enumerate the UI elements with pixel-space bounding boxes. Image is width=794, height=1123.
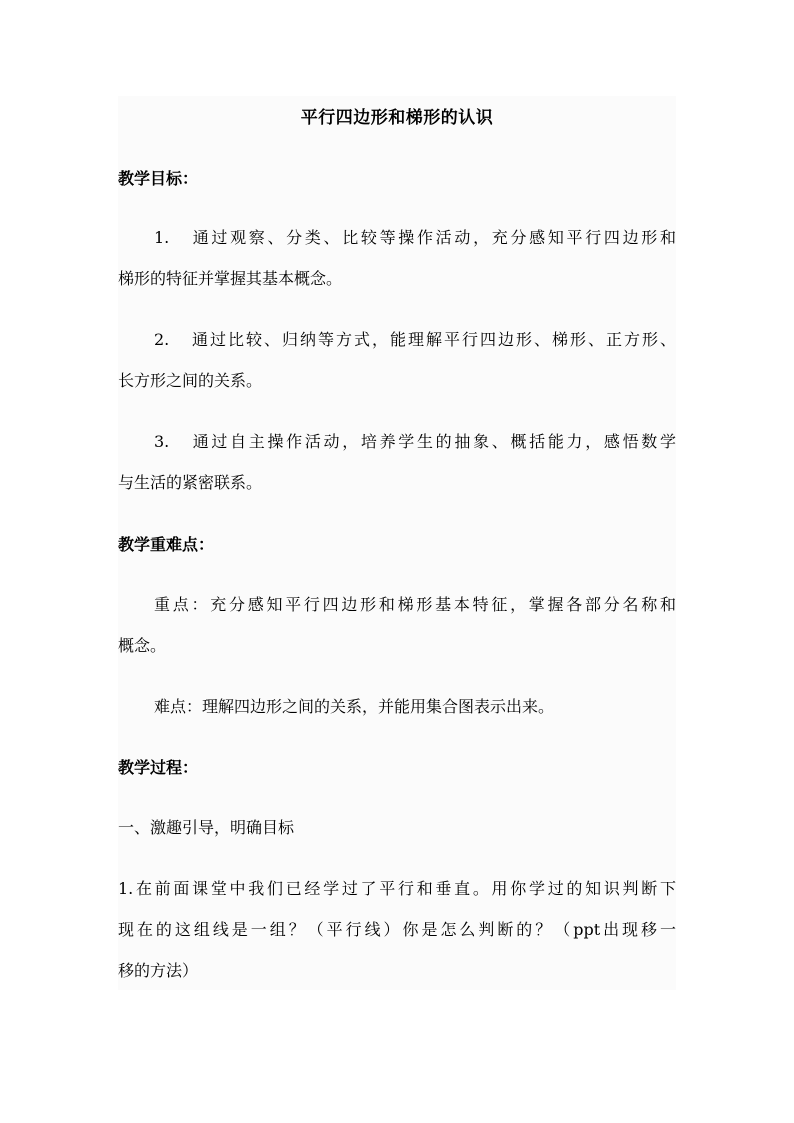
goal-item-1-number: 1.	[154, 228, 170, 247]
goal-item-2-number: 2.	[154, 330, 170, 349]
goal-item-2-line-2: 长方形之间的关系。	[118, 371, 263, 390]
key-points-heading: 教学重难点：	[118, 535, 215, 554]
process-para-line-1: 1.在前面课堂中我们已经学过了平行和垂直。用你学过的知识判断下	[118, 879, 676, 898]
process-para-line-2: 现在的这组线是一组？（平行线）你是怎么判断的？（ppt出现移一	[118, 920, 676, 939]
goal-item-3-line-1	[118, 429, 676, 455]
process-heading: 教学过程：	[118, 758, 199, 777]
goal-item-1-line-2: 梯形的特征并掌握其基本概念。	[118, 269, 343, 288]
goal-item-2-line-1	[118, 327, 676, 353]
goal-item-3-number: 3.	[154, 432, 170, 451]
goals-heading: 教学目标：	[118, 169, 199, 188]
process-para-line-3: 移的方法）	[118, 961, 199, 980]
section-1-heading: 一、激趣引导，明确目标	[118, 818, 295, 837]
goal-item-3-line-2: 与生活的紧密联系。	[118, 473, 263, 492]
focus-line-1: 重点：充分感知平行四边形和梯形基本特征，掌握各部分名称和	[154, 595, 676, 614]
goal-item-2-text: 通过比较、归纳等方式，能理解平行四边形、梯形、正方形、	[190, 330, 676, 349]
focus-line-2: 概念。	[118, 636, 167, 655]
goal-item-1-line-1	[118, 225, 676, 251]
document-title: 平行四边形和梯形的认识	[300, 108, 494, 128]
difficulty-line: 难点：理解四边形之间的关系，并能用集合图表示出来。	[154, 697, 555, 716]
goal-item-3-text: 通过自主操作活动，培养学生的抽象、概括能力，感悟数学	[190, 432, 676, 451]
goal-item-1-text: 通过观察、分类、比较等操作活动，充分感知平行四边形和	[190, 228, 676, 247]
